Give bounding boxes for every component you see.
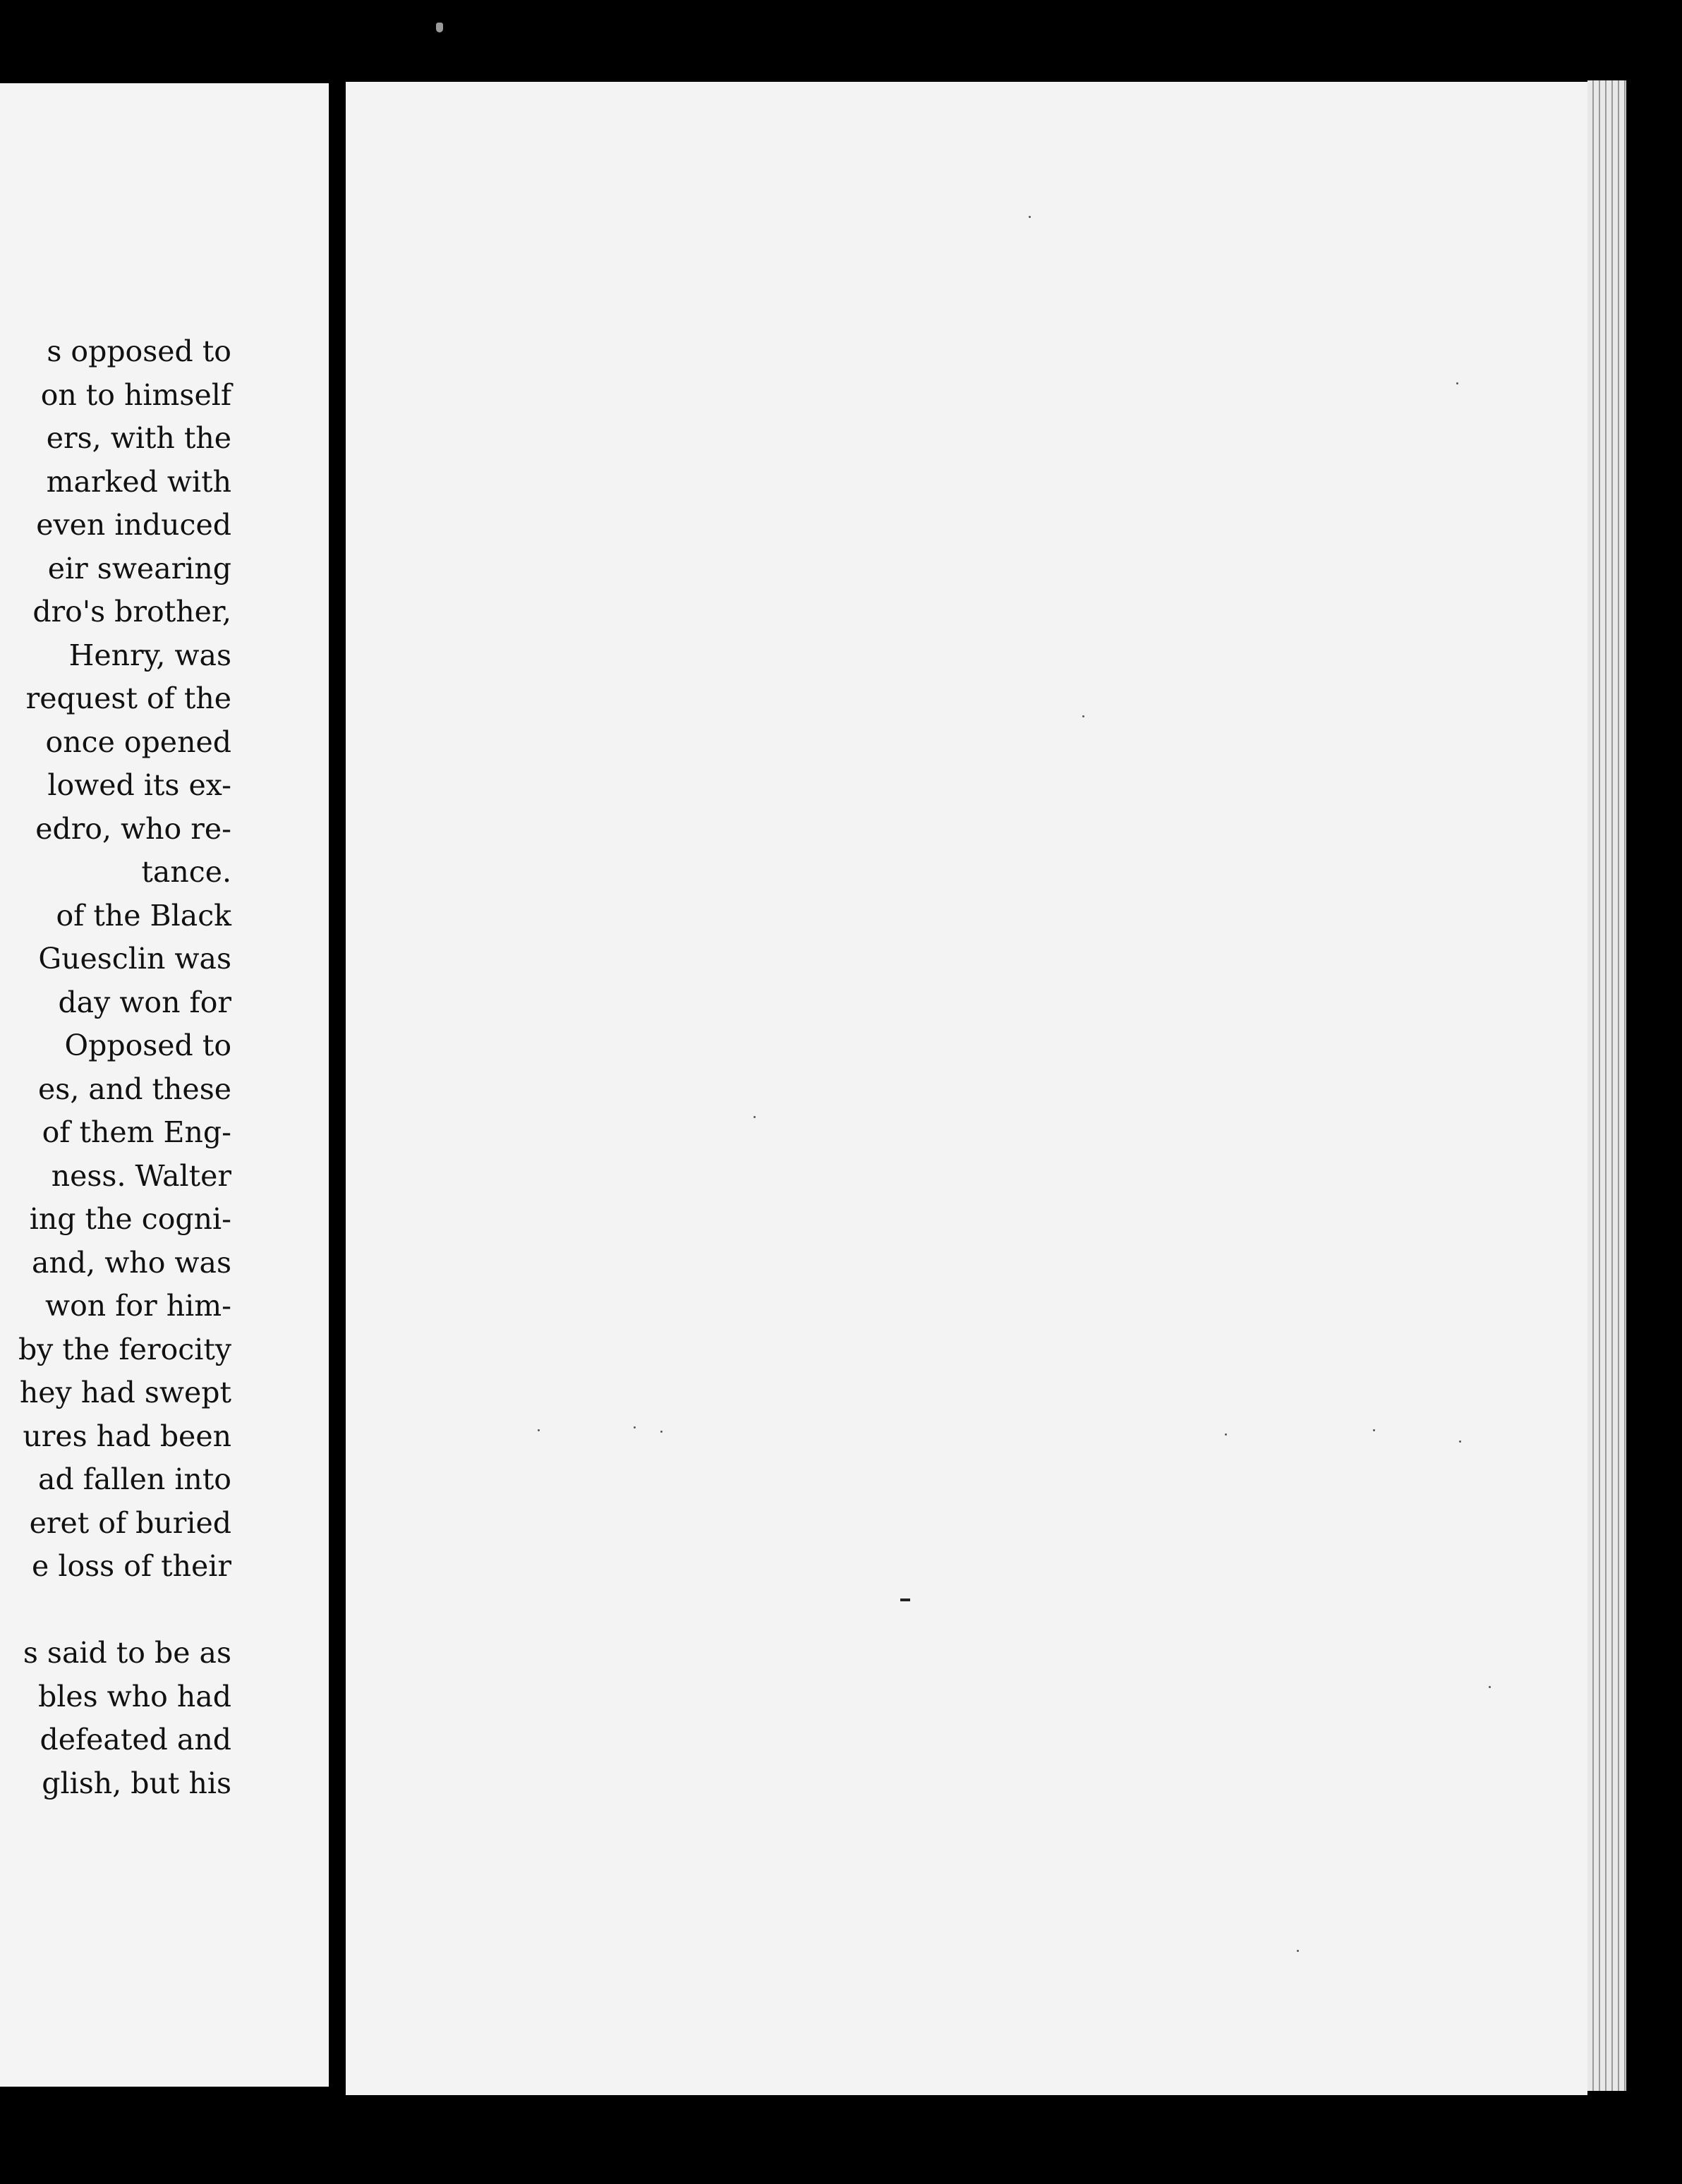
page-edges	[1587, 80, 1626, 2091]
text-line: tance.	[141, 855, 231, 889]
speck	[1459, 1440, 1461, 1443]
speck	[634, 1426, 636, 1428]
text-line: Guesclin was	[38, 942, 231, 976]
top-mark	[436, 23, 443, 32]
text-line: by the ferocity	[18, 1332, 231, 1366]
text-line: and, who was	[32, 1245, 231, 1280]
text-line: of them Eng-	[42, 1115, 231, 1149]
speck	[754, 1116, 756, 1118]
text-line: lowed its ex-	[47, 768, 231, 802]
text-line: eret of buried	[29, 1505, 231, 1540]
text-line: ing the cogni-	[29, 1202, 231, 1236]
text-line: even induced	[36, 508, 231, 542]
speck	[1225, 1433, 1227, 1436]
text-line: s said to be as	[23, 1636, 231, 1670]
speck	[660, 1431, 662, 1433]
left-page	[0, 83, 329, 2087]
text-line-blank	[0, 1589, 231, 1632]
text-line: bles who had	[37, 1679, 231, 1713]
speck	[1489, 1686, 1491, 1688]
speck	[1297, 1950, 1299, 1952]
speck	[1373, 1429, 1375, 1431]
left-page-text	[0, 330, 231, 1805]
text-line: dro's brother,	[32, 595, 231, 629]
text-line: Opposed to	[64, 1029, 231, 1062]
text-line: ness. Walter	[51, 1158, 231, 1193]
text-line: edro, who re-	[35, 811, 231, 846]
text-line: day won for	[58, 985, 231, 1019]
right-page-blank	[346, 82, 1587, 2095]
text-line: of the Black	[56, 898, 231, 933]
text-line: ad fallen into	[38, 1462, 231, 1496]
text-line: ers, with the	[46, 421, 231, 455]
text-line: s opposed to	[47, 334, 231, 368]
text-line: e loss of their	[32, 1549, 231, 1583]
text-line: request of the	[25, 681, 231, 715]
text-line: Henry, was	[68, 638, 231, 672]
text-line: won for him-	[45, 1289, 231, 1323]
speck	[1029, 216, 1031, 218]
text-line: ures had been	[23, 1419, 231, 1453]
text-line: marked with	[46, 464, 231, 499]
text-line: glish, but his	[42, 1766, 231, 1800]
text-line: hey had swept	[19, 1376, 231, 1409]
text-line: eir swearing	[47, 551, 231, 586]
text-line: defeated and	[40, 1723, 231, 1757]
dash-mark	[900, 1598, 910, 1601]
speck	[1082, 715, 1084, 717]
speck	[538, 1429, 540, 1431]
text-line: on to himself	[40, 377, 231, 412]
text-line: once opened	[45, 724, 231, 759]
speck	[1456, 382, 1458, 384]
text-line: es, and these	[38, 1072, 231, 1106]
